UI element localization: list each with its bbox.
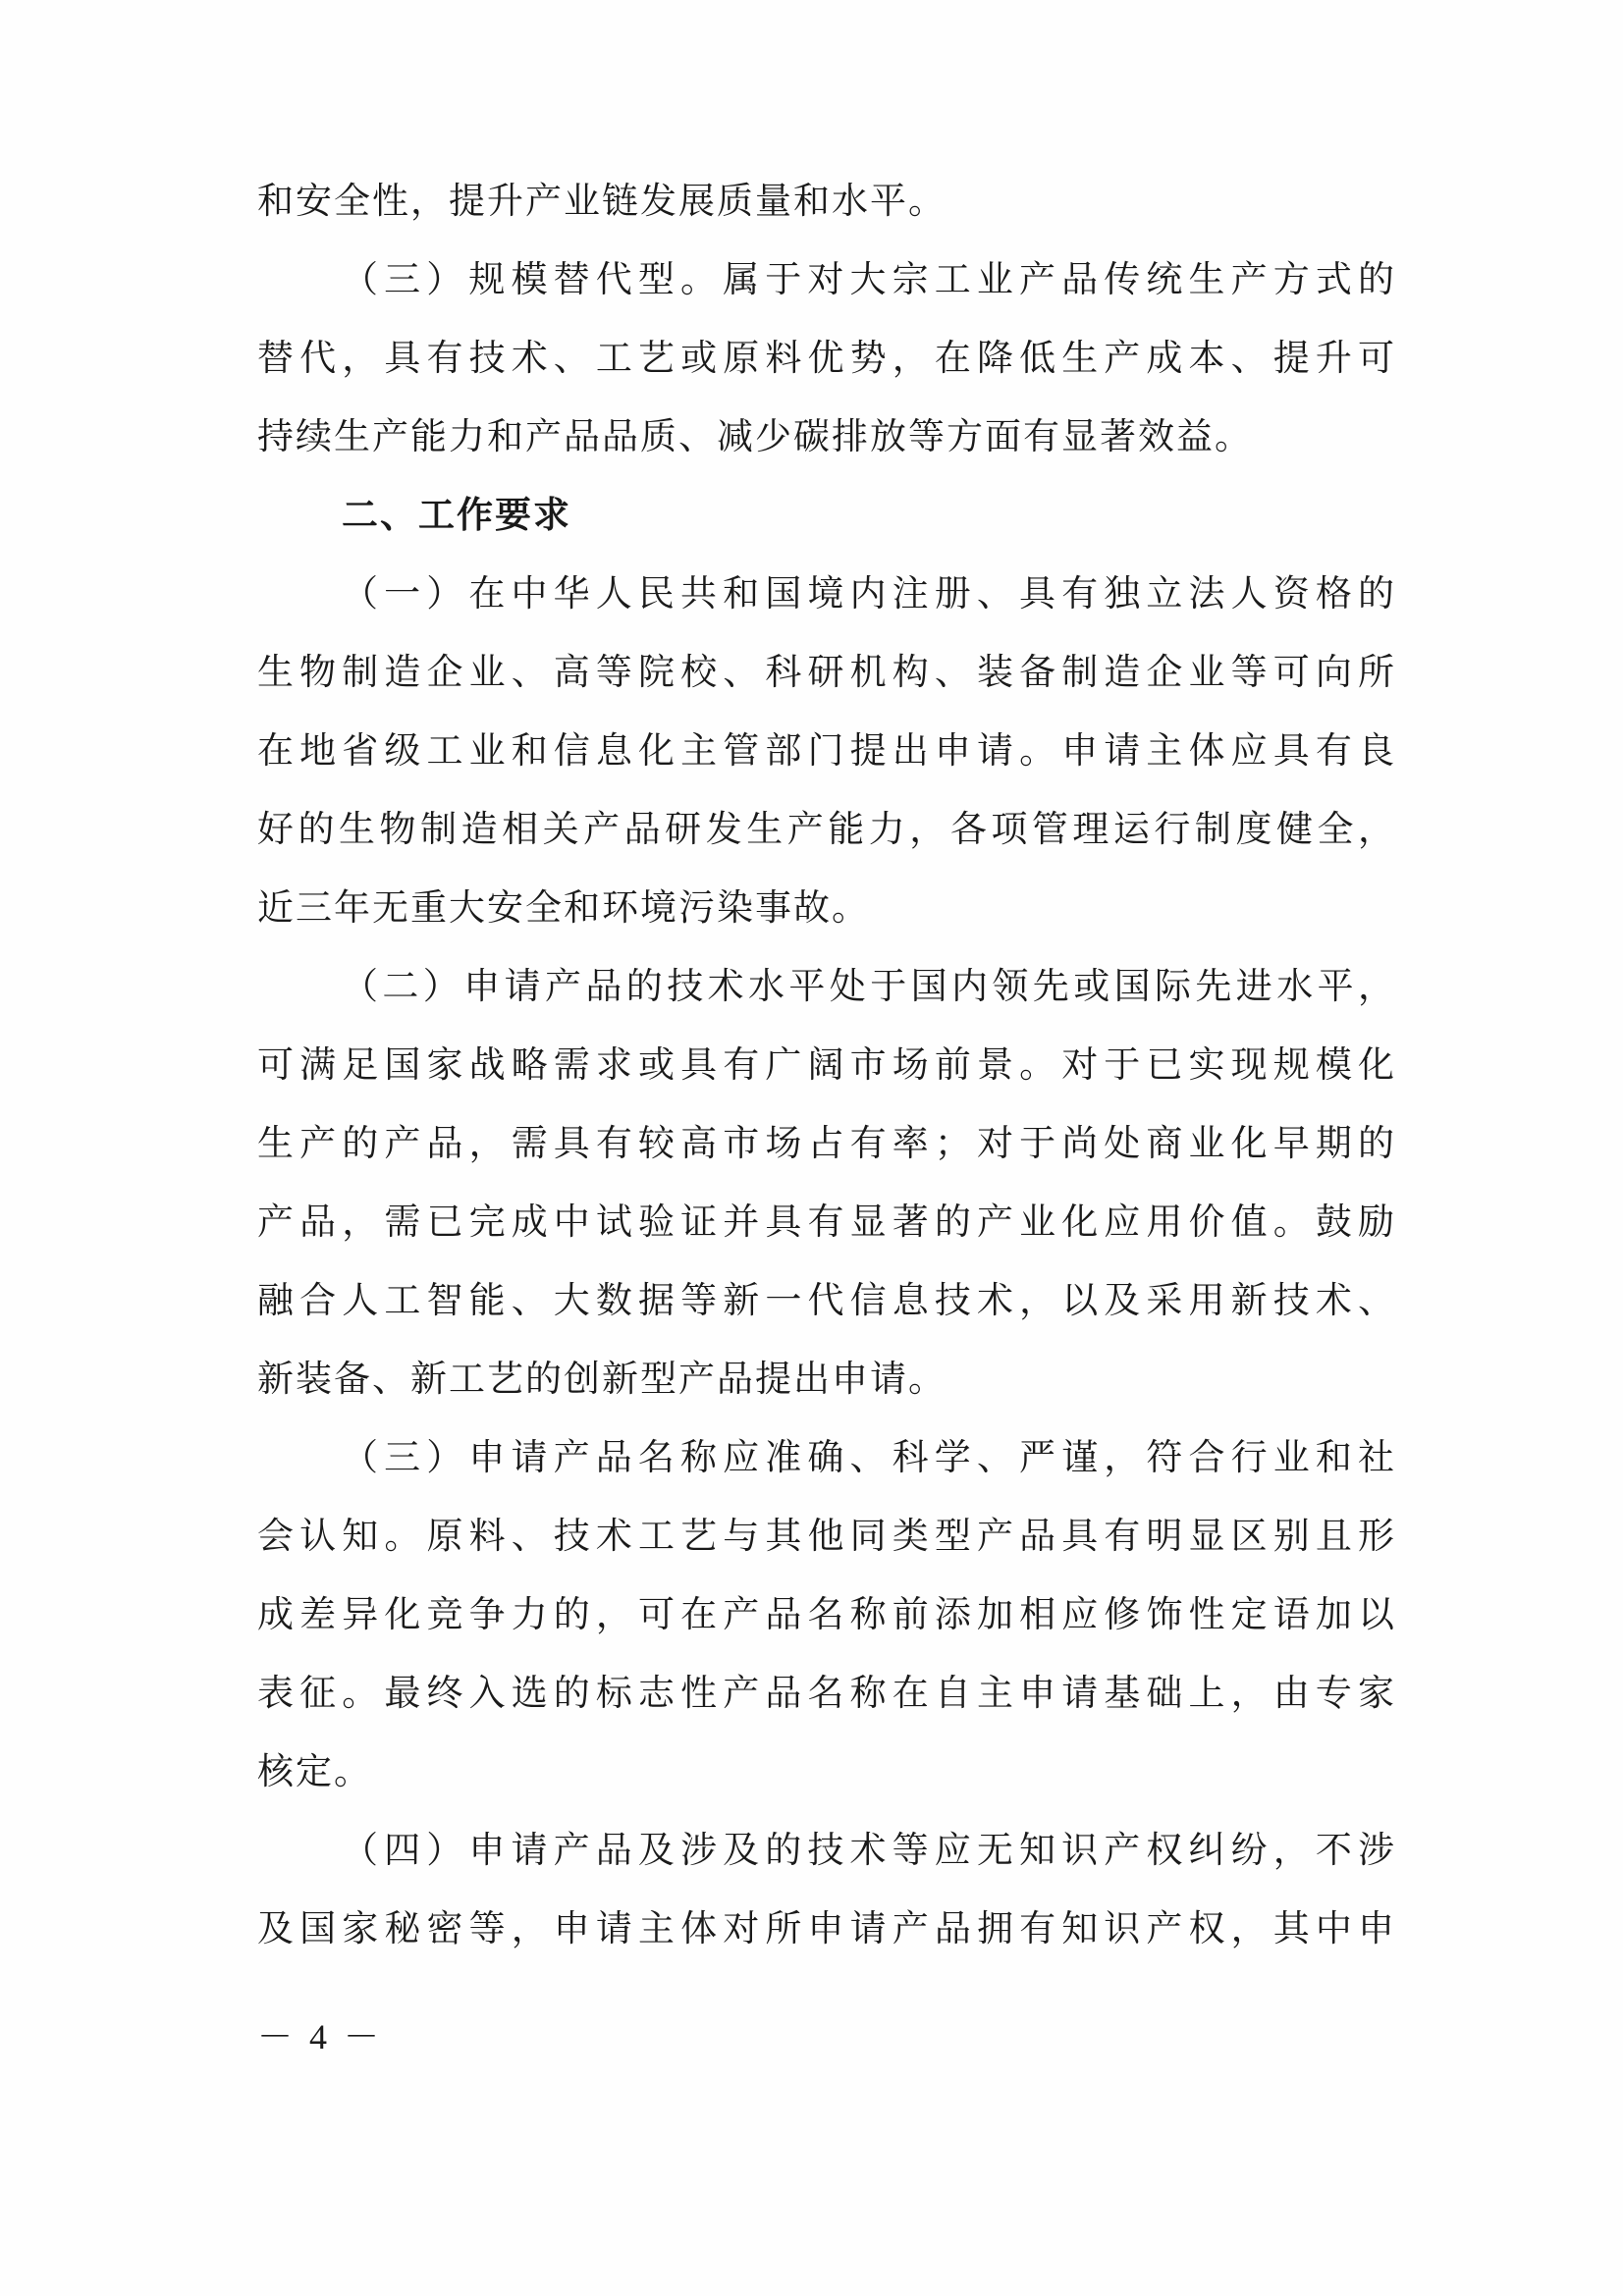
section-heading: 二、工作要求	[342, 494, 571, 536]
body-text	[257, 162, 1396, 1968]
paragraph-line: 和安全性，提升产业链发展质量和水平。	[257, 180, 947, 222]
paragraph-line: （一）在中华人民共和国境内注册、具有独立法人资格的	[342, 572, 1396, 614]
paragraph-line: 好的生物制造相关产品研发生产能力，各项管理运行制度健全，	[257, 808, 1396, 850]
paragraph-line: 会认知。原料、技术工艺与其他同类型产品具有明显区别且形	[257, 1515, 1396, 1557]
paragraph-line: 融合人工智能、大数据等新一代信息技术，以及采用新技术、	[257, 1279, 1396, 1321]
paragraph-line: 近三年无重大安全和环境污染事故。	[257, 886, 870, 929]
paragraph-line: 可满足国家战略需求或具有广阔市场前景。对于已实现规模化	[257, 1043, 1396, 1086]
paragraph-line: 生物制造企业、高等院校、科研机构、装备制造企业等可向所	[257, 651, 1396, 693]
paragraph-line: 替代，具有技术、工艺或原料优势，在降低生产成本、提升可	[257, 337, 1396, 379]
paragraph-line: （三）规模替代型。属于对大宗工业产品传统生产方式的	[342, 258, 1396, 300]
paragraph-line: （四）申请产品及涉及的技术等应无知识产权纠纷，不涉	[342, 1829, 1396, 1871]
paragraph-line: 及国家秘密等，申请主体对所申请产品拥有知识产权，其中申	[257, 1907, 1396, 1949]
paragraph-line: 在地省级工业和信息化主管部门提出申请。申请主体应具有良	[257, 729, 1396, 772]
paragraph-line: 产品，需已完成中试验证并具有显著的产业化应用价值。鼓励	[257, 1201, 1396, 1243]
paragraph-line: 新装备、新工艺的创新型产品提出申请。	[257, 1358, 947, 1400]
paragraph-line: 表征。最终入选的标志性产品名称在自主申请基础上，由专家	[257, 1672, 1396, 1714]
paragraph-line: （二）申请产品的技术水平处于国内领先或国际先进水平，	[342, 965, 1396, 1007]
paragraph-line: （三）申请产品名称应准确、科学、严谨，符合行业和社	[342, 1436, 1396, 1478]
paragraph-line: 生产的产品，需具有较高市场占有率；对于尚处商业化早期的	[257, 1122, 1396, 1164]
paragraph-line: 成差异化竞争力的，可在产品名称前添加相应修饰性定语加以	[257, 1593, 1396, 1635]
paragraph-line: 核定。	[257, 1750, 372, 1792]
paragraph-line: 持续生产能力和产品品质、减少碳排放等方面有显著效益。	[257, 415, 1253, 457]
page-number: － 4 －	[257, 2017, 384, 2056]
